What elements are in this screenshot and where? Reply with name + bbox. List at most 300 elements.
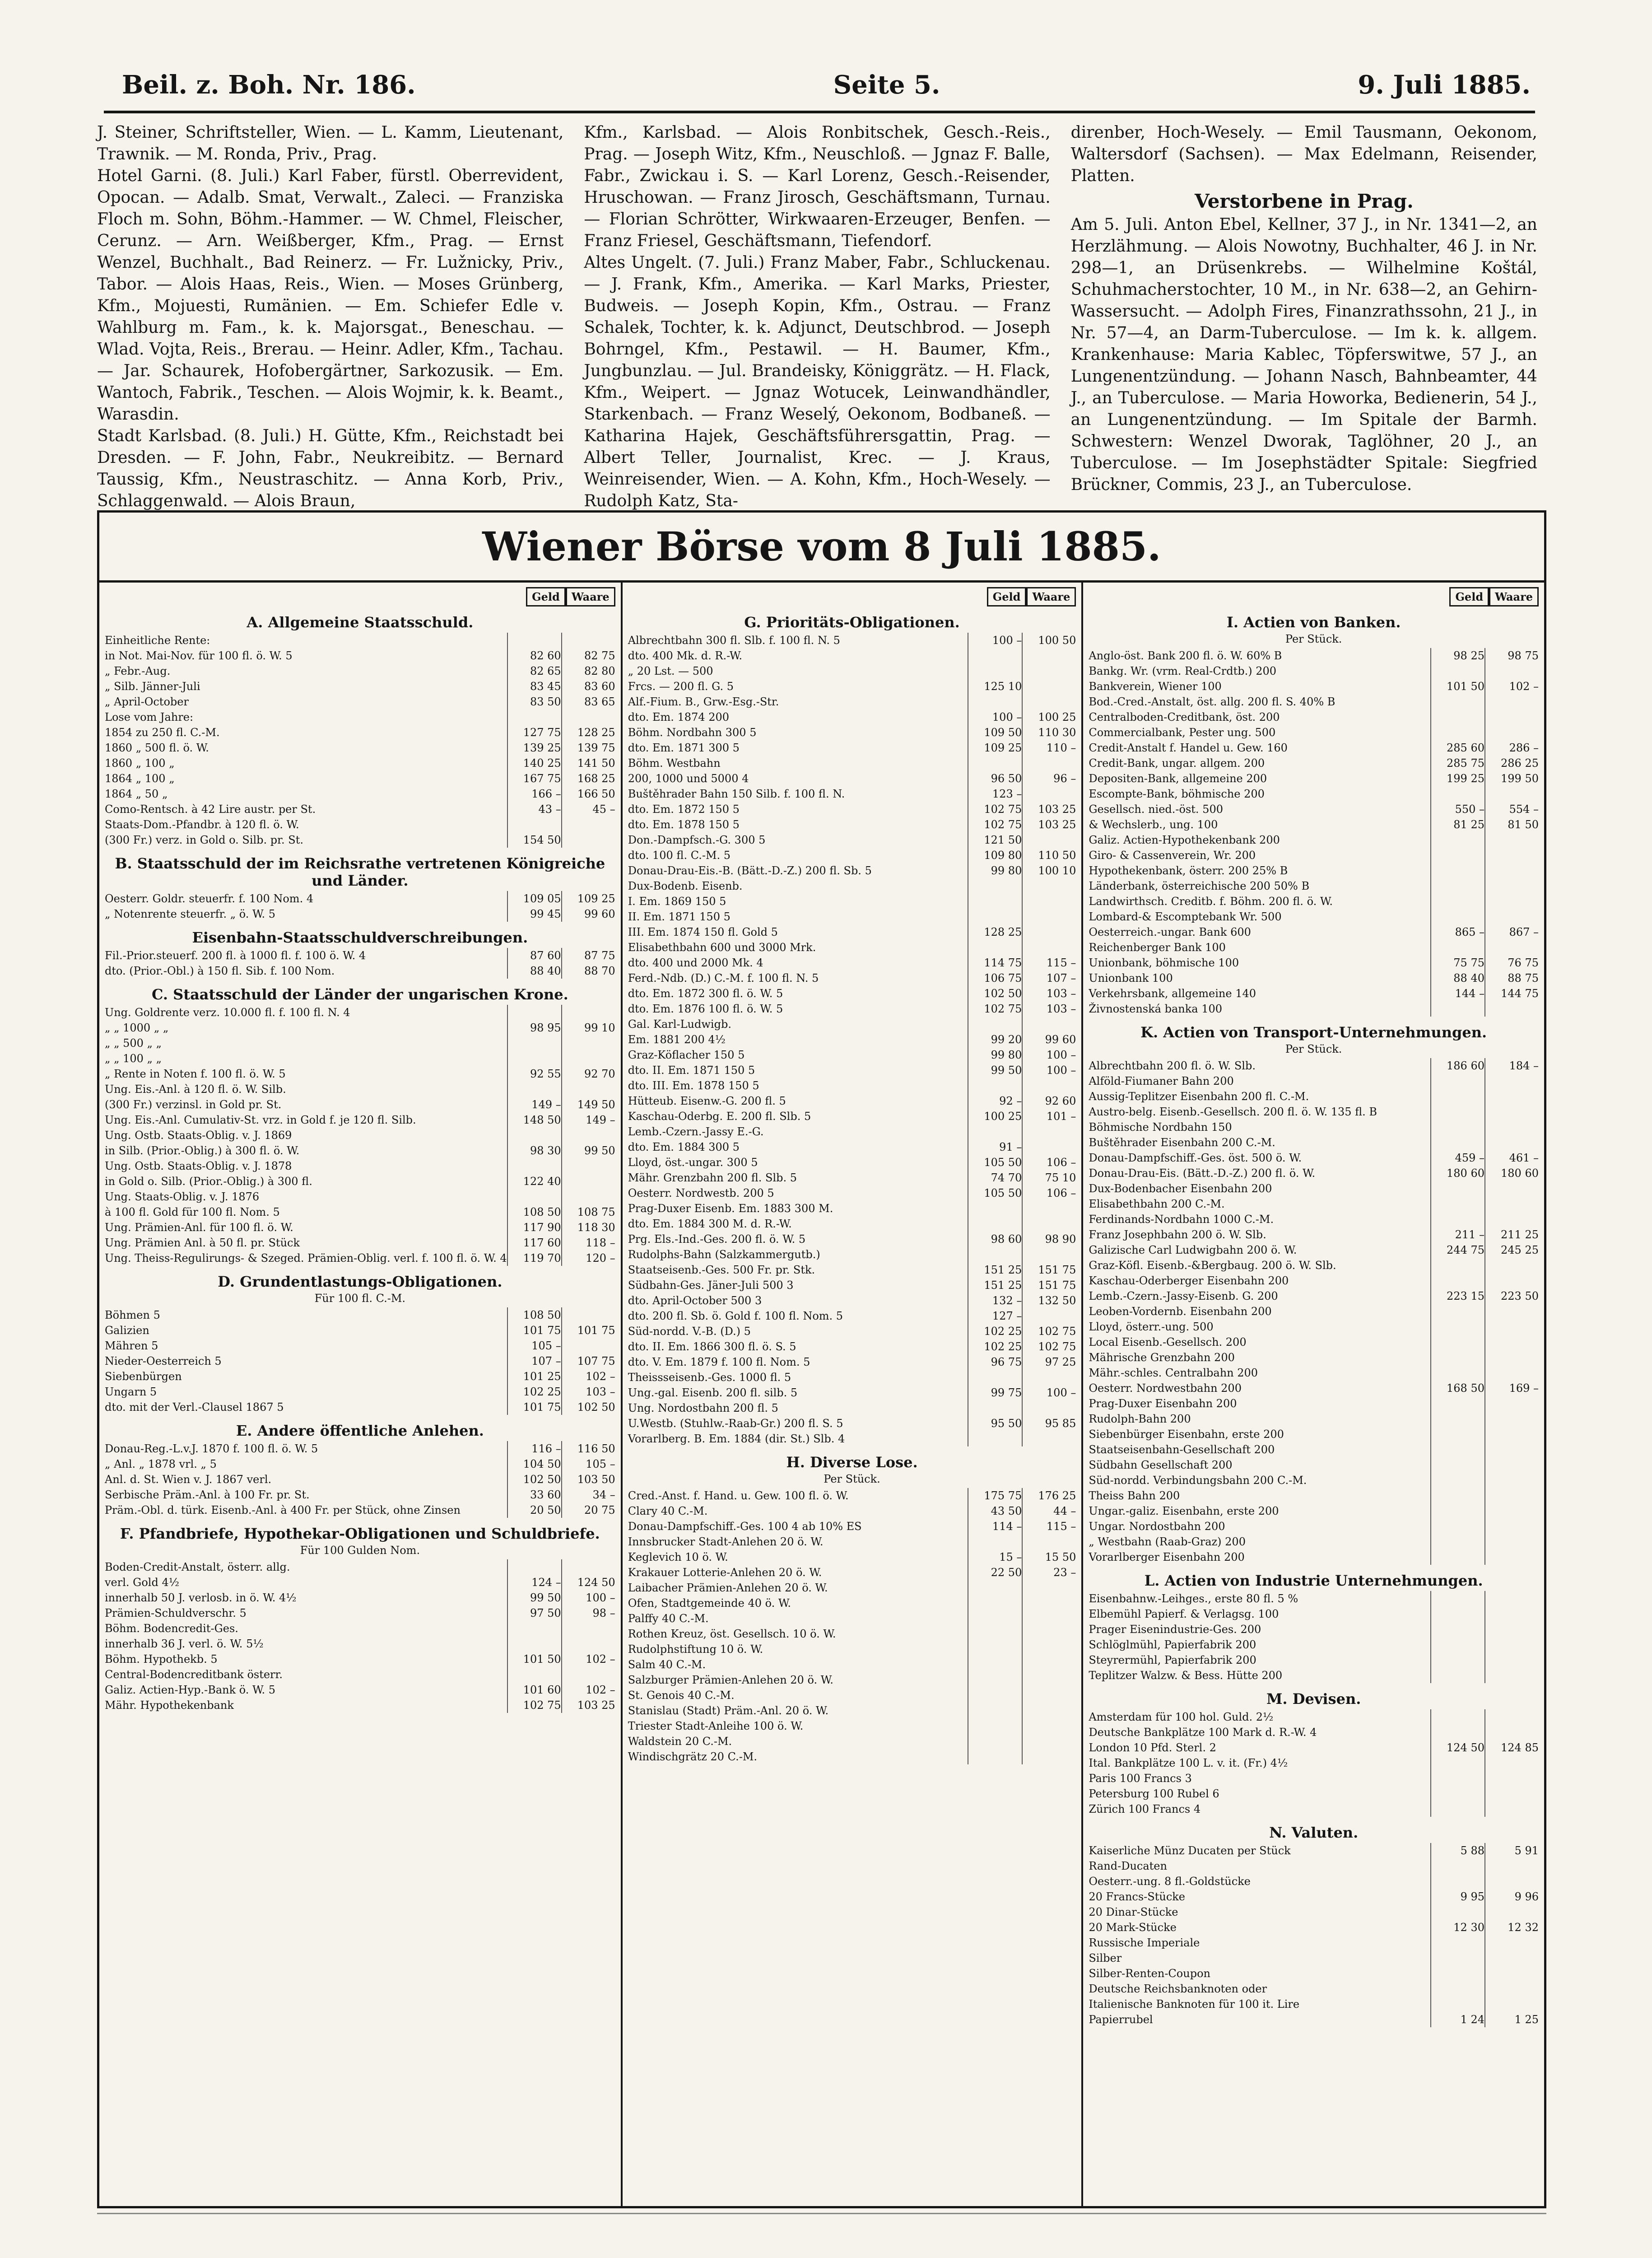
security-row bbox=[1089, 848, 1539, 863]
security-name: Papierrubel bbox=[1089, 2013, 1153, 2026]
security-name: dto. II. Em. 1871 150 5 bbox=[628, 1064, 755, 1077]
security-row bbox=[105, 740, 615, 756]
ask-price bbox=[1484, 1104, 1539, 1120]
ask-price bbox=[1484, 1935, 1539, 1950]
bid-price bbox=[1430, 1786, 1484, 1801]
security-row bbox=[628, 1139, 1076, 1155]
security-name: Zürich 100 Francs 4 bbox=[1089, 1803, 1201, 1815]
security-name: Lloyd, österr.-ung. 500 bbox=[1089, 1320, 1214, 1333]
security-name: St. Genois 40 C.-M. bbox=[628, 1689, 735, 1702]
ask-price: 168 25 bbox=[561, 771, 615, 786]
bid-price: 117 90 bbox=[507, 1220, 561, 1235]
bid-price bbox=[1430, 1120, 1484, 1135]
ask-price: 128 25 bbox=[561, 725, 615, 740]
security-name: Graz-Köflacher 150 5 bbox=[628, 1049, 745, 1061]
security-row bbox=[105, 1487, 615, 1502]
security-name: Prag-Duxer Eisenbahn 200 bbox=[1089, 1397, 1237, 1410]
security-row bbox=[105, 948, 615, 963]
security-row bbox=[628, 1308, 1076, 1324]
ask-price bbox=[1022, 924, 1076, 940]
security-row bbox=[105, 1128, 615, 1143]
bid-price: 95 50 bbox=[968, 1416, 1022, 1431]
security-row bbox=[628, 1093, 1076, 1109]
security-row bbox=[105, 906, 615, 922]
bid-price: 151 25 bbox=[968, 1262, 1022, 1278]
security-name: Albrechtbahn 200 fl. ö. W. Slb. bbox=[1089, 1059, 1256, 1072]
ask-price: 103 25 bbox=[1022, 817, 1076, 832]
ask-price: 76 75 bbox=[1484, 955, 1539, 970]
ask-price bbox=[1484, 1473, 1539, 1488]
security-row bbox=[105, 802, 615, 817]
security-name: dto. II. Em. 1866 300 fl. ö. S. 5 bbox=[628, 1340, 796, 1353]
ask-price bbox=[1484, 1725, 1539, 1740]
security-name: Donau-Dampfschiff.-Ges. 100 4 ab 10% ES bbox=[628, 1520, 862, 1533]
security-name: Ferdinands-Nordbahn 1000 C.-M. bbox=[1089, 1213, 1274, 1226]
bid-price: 128 25 bbox=[968, 924, 1022, 940]
security-name: Russische Imperiale bbox=[1089, 1936, 1200, 1949]
ask-price: 88 70 bbox=[561, 963, 615, 979]
security-row bbox=[628, 1017, 1076, 1032]
bid-price bbox=[1430, 1755, 1484, 1771]
security-name: Vorarlberger Eisenbahn 200 bbox=[1089, 1551, 1245, 1563]
security-row bbox=[1089, 1771, 1539, 1786]
security-name: Dux-Bodenb. Eisenb. bbox=[628, 880, 743, 892]
ask-price: 118 30 bbox=[561, 1220, 615, 1235]
ask-price bbox=[1484, 1966, 1539, 1981]
ask-price: 102 – bbox=[561, 1682, 615, 1698]
security-row bbox=[1089, 2012, 1539, 2027]
bid-price: 92 55 bbox=[507, 1066, 561, 1082]
security-name: dto. mit der Verl.-Clausel 1867 5 bbox=[105, 1401, 284, 1414]
ask-price: 100 – bbox=[1022, 1385, 1076, 1400]
price-header-geld: Geld bbox=[526, 587, 566, 606]
bid-price bbox=[1430, 1606, 1484, 1622]
security-name: Böhm. Hypothekb. 5 bbox=[105, 1653, 218, 1666]
security-name: Staats-Dom.-Pfandbr. à 120 fl. ö. W. bbox=[105, 818, 299, 831]
security-name: II. Em. 1871 150 5 bbox=[628, 910, 731, 923]
ask-price: 107 75 bbox=[561, 1353, 615, 1369]
security-name: Alföld-Fiumaner Bahn 200 bbox=[1089, 1075, 1234, 1087]
price-header-geld: Geld bbox=[1449, 587, 1489, 606]
security-name: Donau-Reg.-L.v.J. 1870 f. 100 fl. ö. W. 5 bbox=[105, 1442, 318, 1455]
ask-price bbox=[1022, 940, 1076, 955]
ask-price: 106 – bbox=[1022, 1185, 1076, 1201]
security-row bbox=[105, 1441, 615, 1456]
bid-price: 100 – bbox=[968, 709, 1022, 725]
ask-price bbox=[1022, 1734, 1076, 1749]
bid-price bbox=[968, 1626, 1022, 1642]
ask-price bbox=[561, 1307, 615, 1323]
bid-price bbox=[968, 1216, 1022, 1232]
security-name: Ung. Ostb. Staats-Oblig. v. J. 1869 bbox=[105, 1129, 292, 1142]
ask-price bbox=[1484, 1904, 1539, 1920]
text-column-2 bbox=[584, 122, 1050, 512]
security-row bbox=[105, 725, 615, 740]
security-row bbox=[105, 1590, 615, 1605]
security-row bbox=[1089, 1622, 1539, 1637]
bid-price: 148 50 bbox=[507, 1112, 561, 1128]
bid-price: 74 70 bbox=[968, 1170, 1022, 1185]
bid-price: 139 25 bbox=[507, 740, 561, 756]
security-row bbox=[1089, 1606, 1539, 1622]
ask-price bbox=[1484, 1319, 1539, 1334]
bid-price: 43 50 bbox=[968, 1503, 1022, 1519]
bid-price: 83 50 bbox=[507, 694, 561, 709]
security-name: „ Anl. „ 1878 vrl. „ 5 bbox=[105, 1458, 217, 1470]
security-name: Central-Bodencreditbank österr. bbox=[105, 1668, 283, 1681]
security-row bbox=[628, 1734, 1076, 1749]
ask-price bbox=[1022, 1247, 1076, 1262]
obituary-heading: Verstorbene in Prag. bbox=[1194, 190, 1414, 212]
security-name: dto. Em. 1884 300 5 bbox=[628, 1141, 740, 1153]
bid-price: 168 50 bbox=[1430, 1381, 1484, 1396]
security-row bbox=[1089, 1381, 1539, 1396]
ask-price: 110 50 bbox=[1022, 848, 1076, 863]
ask-price bbox=[561, 1082, 615, 1097]
security-name: Vorarlberg. B. Em. 1884 (dir. St.) Slb. 4 bbox=[628, 1432, 845, 1445]
security-name: „ Westbahn (Raab-Graz) 200 bbox=[1089, 1535, 1246, 1548]
ask-price bbox=[1484, 1801, 1539, 1817]
security-name: Lose vom Jahre: bbox=[105, 711, 194, 723]
security-name: Escompte-Bank, böhmische 200 bbox=[1089, 788, 1265, 800]
ask-price bbox=[1484, 1135, 1539, 1150]
issue-date: 9. Juli 1885. bbox=[1358, 70, 1531, 100]
security-name: Kaschau-Oderberger Eisenbahn 200 bbox=[1089, 1274, 1289, 1287]
security-name: Lemb.-Czern.-Jassy-Eisenb. G. 200 bbox=[1089, 1290, 1278, 1302]
ask-price bbox=[1484, 1442, 1539, 1457]
bid-price: 101 60 bbox=[507, 1682, 561, 1698]
ask-price bbox=[1022, 1216, 1076, 1232]
security-row bbox=[105, 1384, 615, 1400]
security-name: Kaschau-Oderbg. E. 200 fl. Slb. 5 bbox=[628, 1110, 811, 1123]
ask-price bbox=[1022, 1580, 1076, 1596]
section-title: F. Pfandbriefe, Hypothekar-Obligationen und Schuldbriefe. bbox=[120, 1525, 600, 1542]
section-unit: Per Stück. bbox=[1285, 1043, 1342, 1055]
security-name: dto. Em. 1876 100 fl. ö. W. 5 bbox=[628, 1003, 783, 1015]
ask-price bbox=[1484, 1411, 1539, 1427]
bid-price: 96 75 bbox=[968, 1354, 1022, 1370]
bid-price: 97 50 bbox=[507, 1605, 561, 1621]
security-name: Rothen Kreuz, öst. Gesellsch. 10 ö. W. bbox=[628, 1628, 836, 1640]
security-name: Landwirthsch. Creditb. f. Böhm. 200 fl. ö. W. bbox=[1089, 895, 1333, 908]
security-name: Credit-Bank, ungar. allgem. 200 bbox=[1089, 757, 1265, 770]
security-name: Lombard-& Escomptebank Wr. 500 bbox=[1089, 910, 1282, 923]
bid-price: 117 60 bbox=[507, 1235, 561, 1250]
ask-price bbox=[1022, 1431, 1076, 1446]
security-row bbox=[628, 1262, 1076, 1278]
security-name: Don.-Dampfsch.-G. 300 5 bbox=[628, 834, 766, 846]
ask-price bbox=[1022, 1611, 1076, 1626]
security-row bbox=[628, 1339, 1076, 1354]
security-row bbox=[105, 1559, 615, 1575]
security-row bbox=[628, 786, 1076, 802]
security-row bbox=[628, 1703, 1076, 1718]
ask-price bbox=[1022, 786, 1076, 802]
bid-price: 108 50 bbox=[507, 1307, 561, 1323]
security-name: Ung. Theiss-Regulirungs- & Szeged. Prämien-Oblig. verl. f. 100 fl. ö. W. 4 bbox=[105, 1252, 507, 1264]
issue-label: Beil. z. Boh. Nr. 186. bbox=[122, 70, 416, 100]
security-name: Ofen, Stadtgemeinde 40 ö. W. bbox=[628, 1597, 791, 1610]
security-name: Centralboden-Creditbank, öst. 200 bbox=[1089, 711, 1280, 723]
security-row bbox=[1089, 1304, 1539, 1319]
security-row bbox=[628, 1672, 1076, 1688]
security-name: Galiz. Actien-Hyp.-Bank ö. W. 5 bbox=[105, 1684, 276, 1696]
ask-price: 101 75 bbox=[561, 1323, 615, 1338]
ask-price bbox=[1484, 1622, 1539, 1637]
security-name: Böhm. Westbahn bbox=[628, 757, 721, 770]
security-name: Prämien-Schuldverschr. 5 bbox=[105, 1607, 247, 1619]
section-unit: Per Stück. bbox=[824, 1473, 880, 1485]
ask-price: 149 50 bbox=[561, 1097, 615, 1112]
security-row bbox=[628, 709, 1076, 725]
ask-price bbox=[1022, 894, 1076, 909]
bid-price bbox=[507, 1559, 561, 1575]
bid-price bbox=[1430, 1904, 1484, 1920]
security-name: Steyrermühl, Papierfabrik 200 bbox=[1089, 1654, 1256, 1666]
security-row bbox=[105, 1204, 615, 1220]
ask-price: 141 50 bbox=[561, 756, 615, 771]
security-row bbox=[1089, 1668, 1539, 1683]
security-row bbox=[628, 1232, 1076, 1247]
security-name: Galizien bbox=[105, 1324, 149, 1337]
security-name: Keglevich 10 ö. W. bbox=[628, 1551, 728, 1563]
ask-price: 124 85 bbox=[1484, 1740, 1539, 1755]
bid-price bbox=[507, 1005, 561, 1020]
ask-price bbox=[561, 1621, 615, 1636]
ask-price bbox=[1484, 1534, 1539, 1549]
bid-price: 22 50 bbox=[968, 1565, 1022, 1580]
security-name: dto. V. Em. 1879 f. 100 fl. Nom. 5 bbox=[628, 1356, 810, 1368]
security-row bbox=[1089, 863, 1539, 878]
security-name: Amsterdam für 100 hol. Guld. 2½ bbox=[1089, 1711, 1274, 1723]
ask-price bbox=[1022, 1703, 1076, 1718]
ask-price: 211 25 bbox=[1484, 1227, 1539, 1242]
bid-price: 102 50 bbox=[507, 1472, 561, 1487]
bid-price: 127 – bbox=[968, 1308, 1022, 1324]
bid-price: 101 25 bbox=[507, 1369, 561, 1384]
security-row bbox=[628, 1519, 1076, 1534]
security-name: Ferd.-Ndb. (D.) C.-M. f. 100 fl. N. 5 bbox=[628, 972, 819, 984]
bid-price: 15 – bbox=[968, 1549, 1022, 1565]
security-name: Unionbank, böhmische 100 bbox=[1089, 956, 1239, 969]
bid-price: 123 – bbox=[968, 786, 1022, 802]
price-column-header bbox=[105, 587, 615, 606]
section-title: I. Actien von Banken. bbox=[1226, 614, 1401, 631]
security-name: Elisabethbahn 200 C.-M. bbox=[1089, 1198, 1225, 1210]
ask-price bbox=[1022, 1672, 1076, 1688]
security-name: Böhmen 5 bbox=[105, 1309, 160, 1321]
bid-price: 98 30 bbox=[507, 1143, 561, 1158]
security-row bbox=[628, 1063, 1076, 1078]
security-row bbox=[628, 1216, 1076, 1232]
security-name: Mähr. Hypothekenbank bbox=[105, 1699, 234, 1712]
section-unit: Per Stück. bbox=[1285, 633, 1342, 645]
security-name: Oesterr.-ung. 8 fl.-Goldstücke bbox=[1089, 1875, 1251, 1888]
security-name: dto. April-October 500 3 bbox=[628, 1294, 762, 1307]
security-name: 1864 „ 100 „ bbox=[105, 772, 175, 785]
security-name: Buštěhrader Bahn 150 Silb. f. 100 fl. N. bbox=[628, 788, 845, 800]
bid-price bbox=[1430, 1622, 1484, 1637]
security-name: Fil.-Prior.steuerf. 200 fl. à 1000 fl. f. 100 ö. W. 4 bbox=[105, 949, 366, 962]
ask-price: 102 – bbox=[561, 1652, 615, 1667]
security-row bbox=[1089, 1319, 1539, 1334]
security-row bbox=[1089, 756, 1539, 771]
security-row bbox=[628, 1657, 1076, 1672]
bid-price: 108 50 bbox=[507, 1204, 561, 1220]
security-name: in Silb. (Prior.-Oblig.) à 300 fl. ö. W. bbox=[105, 1144, 300, 1157]
bid-price bbox=[968, 1078, 1022, 1093]
ask-price: 132 50 bbox=[1022, 1293, 1076, 1308]
security-row bbox=[1089, 1874, 1539, 1889]
security-row bbox=[1089, 1196, 1539, 1212]
ask-price: 102 75 bbox=[1022, 1324, 1076, 1339]
price-header-geld: Geld bbox=[987, 587, 1027, 606]
security-row bbox=[1089, 771, 1539, 786]
security-row bbox=[105, 786, 615, 802]
security-row bbox=[628, 909, 1076, 924]
security-name: Oesterr. Nordwestb. 200 5 bbox=[628, 1187, 774, 1199]
ask-price bbox=[1484, 786, 1539, 802]
security-name: Donau-Drau-Eis.-B. (Bätt.-D.-Z.) 200 fl. Sb. 5 bbox=[628, 864, 872, 877]
bid-price: 285 60 bbox=[1430, 740, 1484, 756]
security-name: Staatseisenb.-Ges. 500 Fr. pr. Stk. bbox=[628, 1264, 815, 1276]
security-row bbox=[628, 848, 1076, 863]
ask-price: 99 60 bbox=[561, 906, 615, 922]
ask-price bbox=[1022, 1017, 1076, 1032]
security-row bbox=[628, 1047, 1076, 1063]
bid-price bbox=[1430, 725, 1484, 740]
security-row bbox=[628, 1185, 1076, 1201]
section-unit: Für 100 Gulden Nom. bbox=[300, 1544, 420, 1557]
bid-price: 125 10 bbox=[968, 679, 1022, 694]
security-name: Anglo-öst. Bank 200 fl. ö. W. 60% B bbox=[1089, 649, 1282, 662]
bid-price bbox=[1430, 1457, 1484, 1473]
security-name: Mähren 5 bbox=[105, 1339, 158, 1352]
security-row bbox=[1089, 1981, 1539, 1997]
security-row bbox=[1089, 709, 1539, 725]
security-name: Lloyd, öst.-ungar. 300 5 bbox=[628, 1156, 758, 1169]
security-name: Waldstein 20 C.-M. bbox=[628, 1735, 732, 1748]
security-name: 20 Mark-Stücke bbox=[1089, 1921, 1177, 1934]
ask-price: 176 25 bbox=[1022, 1488, 1076, 1503]
security-name: Oesterr. Goldr. steuerfr. f. 100 Nom. 4 bbox=[105, 892, 314, 905]
bid-price bbox=[968, 1718, 1022, 1734]
security-name: Deutsche Reichsbanknoten oder bbox=[1089, 1983, 1267, 1995]
security-name: „ Silb. Jänner-Juli bbox=[105, 680, 200, 693]
security-name: Triester Stadt-Anleihe 100 ö. W. bbox=[628, 1720, 804, 1732]
ask-price bbox=[1484, 1350, 1539, 1365]
ask-price: 100 50 bbox=[1022, 633, 1076, 648]
ask-price: 88 75 bbox=[1484, 970, 1539, 986]
security-row bbox=[1089, 1166, 1539, 1181]
ask-price bbox=[1484, 1606, 1539, 1622]
bid-price bbox=[968, 1400, 1022, 1416]
ask-price: 106 – bbox=[1022, 1155, 1076, 1170]
bid-price: 99 80 bbox=[968, 863, 1022, 878]
bid-price bbox=[1430, 1350, 1484, 1365]
security-row bbox=[105, 1682, 615, 1698]
bid-price: 550 – bbox=[1430, 802, 1484, 817]
ask-price: 103 – bbox=[1022, 1001, 1076, 1017]
bid-price bbox=[1430, 940, 1484, 955]
security-row bbox=[105, 1652, 615, 1667]
security-name: Buštěhrader Eisenbahn 200 C.-M. bbox=[1089, 1136, 1275, 1149]
bid-price: 285 75 bbox=[1430, 756, 1484, 771]
section-title: G. Prioritäts-Obligationen. bbox=[744, 614, 960, 631]
bid-price bbox=[968, 878, 1022, 894]
ask-price: 20 75 bbox=[561, 1502, 615, 1518]
bid-price bbox=[968, 1749, 1022, 1764]
security-row bbox=[105, 1502, 615, 1518]
ask-price: 99 10 bbox=[561, 1020, 615, 1036]
security-row bbox=[628, 1611, 1076, 1626]
security-name: Em. 1881 200 4½ bbox=[628, 1033, 726, 1046]
security-row bbox=[1089, 1652, 1539, 1668]
security-name: dto. Em. 1872 150 5 bbox=[628, 803, 740, 816]
header-rule bbox=[104, 111, 1535, 113]
security-row bbox=[628, 1109, 1076, 1124]
ask-price bbox=[1022, 1596, 1076, 1611]
bid-price bbox=[1430, 694, 1484, 709]
bid-price: 82 65 bbox=[507, 663, 561, 679]
security-row bbox=[1089, 1001, 1539, 1017]
ask-price bbox=[1484, 940, 1539, 955]
security-name: 200, 1000 und 5000 4 bbox=[628, 772, 749, 785]
security-row bbox=[105, 1036, 615, 1051]
security-name: Ungar. Nordostbahn 200 bbox=[1089, 1520, 1225, 1533]
security-name: Ungar.-galiz. Eisenbahn, erste 200 bbox=[1089, 1505, 1279, 1517]
security-name: verl. Gold 4½ bbox=[105, 1576, 179, 1589]
security-row bbox=[1089, 1288, 1539, 1304]
security-row bbox=[628, 756, 1076, 771]
ask-price bbox=[561, 633, 615, 648]
bourse-column bbox=[1083, 583, 1544, 2206]
security-name: Böhm. Bodencredit-Ges. bbox=[105, 1622, 238, 1635]
ask-price bbox=[561, 832, 615, 848]
ask-price: 92 60 bbox=[1022, 1093, 1076, 1109]
bid-price: 175 75 bbox=[968, 1488, 1022, 1503]
bid-price bbox=[1430, 894, 1484, 909]
bid-price: 12 30 bbox=[1430, 1920, 1484, 1935]
paragraph: Hotel Garni. (8. Juli.) Karl Faber, fürstl. Oberrevident, Opocan. — Adalb. Smat, Verwalt., Zaleci. — Franziska Floch m. Sohn, Böhm.-Hammer. — W. Chmel, Fleischer, Cerunz. — Arn. Weißberger, Kfm., Prag. — Ernst Wenzel, Buchhalt., Bad Reinerz. — Fr. Lužnicky, Priv., Tabor. — Alois Haas, Reis., Wien. — Moses Grünberg, Kfm., Mojuesti, Rumänien. — Em. Schiefer Edle v. Wahlburg m. Fam., k. k. Majorsgat., Beneschau. — Wlad. Vojta, Reis., Brerau. — Heinr. Adler, Kfm., Tachau. — Jar. Schaurek, Hofobergärtner, Sarkozusik. — Em. Wantoch, Fabrik., Teschen. — Alois Wojmir, k. k. Beamt., Warasdin. bbox=[97, 167, 564, 424]
bid-price: 102 25 bbox=[968, 1339, 1022, 1354]
security-row bbox=[1089, 1904, 1539, 1920]
bid-price: 109 50 bbox=[968, 725, 1022, 740]
ask-price bbox=[561, 1051, 615, 1066]
ask-price bbox=[561, 1559, 615, 1575]
ask-price: 15 50 bbox=[1022, 1549, 1076, 1565]
bid-price: 88 40 bbox=[507, 963, 561, 979]
bid-price: 101 50 bbox=[1430, 679, 1484, 694]
bid-price: 166 – bbox=[507, 786, 561, 802]
security-row bbox=[1089, 1534, 1539, 1549]
security-row bbox=[628, 1078, 1076, 1093]
security-row bbox=[1089, 786, 1539, 802]
bid-price bbox=[1430, 1258, 1484, 1273]
bid-price: 144 – bbox=[1430, 986, 1484, 1001]
guest-list-columns bbox=[97, 122, 1537, 510]
ask-price bbox=[1484, 1304, 1539, 1319]
security-row bbox=[1089, 1473, 1539, 1488]
security-row bbox=[628, 1170, 1076, 1185]
ask-price: 102 50 bbox=[561, 1400, 615, 1415]
security-name: Ital. Bankplätze 100 L. v. it. (Fr.) 4½ bbox=[1089, 1757, 1288, 1769]
bid-price bbox=[1430, 1858, 1484, 1874]
bid-price bbox=[507, 1082, 561, 1097]
ask-price: 116 50 bbox=[561, 1441, 615, 1456]
ask-price: 100 10 bbox=[1022, 863, 1076, 878]
security-row bbox=[1089, 1427, 1539, 1442]
